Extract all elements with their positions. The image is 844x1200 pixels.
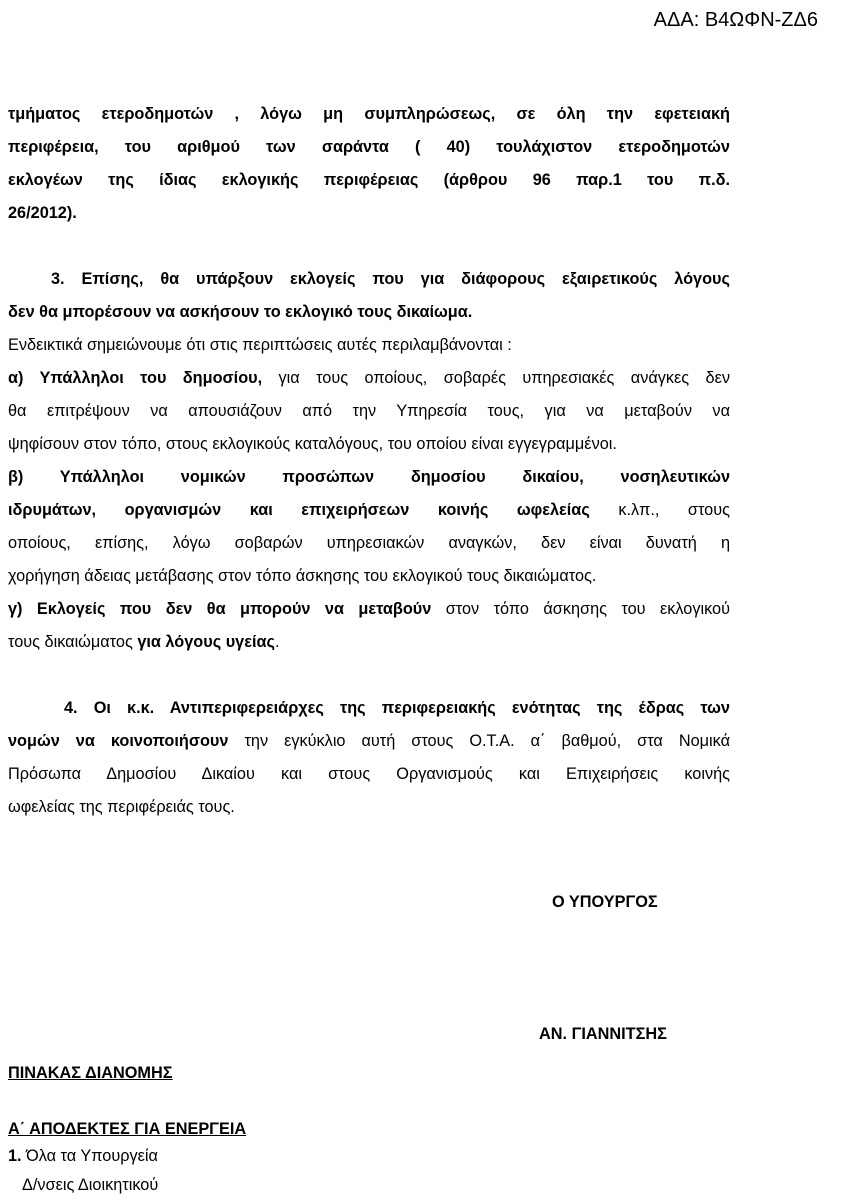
section-a-heading: Α΄ ΑΠΟΔΕΚΤΕΣ ΓΙΑ ΕΝΕΡΓΕΙΑ: [8, 1120, 247, 1138]
item-b-line3: οποίους, επίσης, λόγω σοβαρών υπηρεσιακών αναγκών, δεν είναι δυνατή η: [8, 534, 730, 552]
item-a-line1: α) Υπάλληλοι του δημοσίου, για τους οποίους, σοβαρές υπηρεσιακές ανάγκες δεν: [8, 369, 730, 387]
distribution-heading: ΠΙΝΑΚΑΣ ΔΙΑΝΟΜΗΣ: [8, 1064, 173, 1082]
spacer: [8, 1086, 246, 1116]
item-b-line1: β) Υπάλληλοι νομικών προσώπων δημοσίου δικαίου, νοσηλευτικών: [8, 468, 730, 486]
minister-name: ΑΝ. ΓΙΑΝΝΙΤΣΗΣ: [539, 1025, 667, 1043]
para4-line4: ωφελείας της περιφέρειάς τους.: [8, 798, 235, 816]
spacer: [8, 230, 730, 263]
para2-line1: τμήματος ετεροδημοτών , λόγω μη συμπληρώσεως, σε όλη την εφετειακή: [8, 105, 730, 123]
para3-line3: Ενδεικτικά σημειώνουμε ότι στις περιπτώσεις αυτές περιλαμβάνονται :: [8, 336, 512, 354]
item-c-line1: γ) Εκλογείς που δεν θα μπορούν να μεταβούν στον τόπο άσκησης του εκλογικού: [8, 600, 730, 618]
minister-title: Ο ΥΠΟΥΡΓΟΣ: [552, 893, 658, 911]
para3-line1: 3. Επίσης, θα υπάρξουν εκλογείς που για διάφορους εξαιρετικούς λόγους: [51, 270, 730, 288]
distribution-item-1: 1. Όλα τα Υπουργεία: [8, 1147, 158, 1165]
document-body: [8, 98, 730, 824]
para2-line3: εκλογέων της ίδιας εκλογικής περιφέρειας (άρθρου 96 παρ.1 του π.δ.: [8, 171, 730, 189]
para4-line2: νομών να κοινοποιήσουν την εγκύκλιο αυτή στους Ο.Τ.Α. α΄ βαθμού, στα Νομικά: [8, 732, 730, 750]
distribution-list: [8, 1060, 246, 1200]
para4-line1: 4. Οι κ.κ. Αντιπεριφερειάρχες της περιφερειακής ενότητας της έδρας των: [64, 699, 730, 717]
para2-line2: περιφέρεια, του αριθμού των σαράντα ( 40) τουλάχιστον ετεροδημοτών: [8, 138, 730, 156]
item-b-line4: χορήγηση άδειας μετάβασης στον τόπο άσκησης του εκλογικού τους δικαιώματος.: [8, 567, 597, 585]
item-b-line2: ιδρυμάτων, οργανισμών και επιχειρήσεων κοινής ωφελείας κ.λπ., στους: [8, 501, 730, 519]
para2-line4: 26/2012).: [8, 204, 77, 222]
item-c-line2: τους δικαιώματος για λόγους υγείας.: [8, 633, 280, 651]
ada-code: ΑΔΑ: Β4ΩΦΝ-ΖΔ6: [653, 9, 818, 31]
item-a-line3: ψηφίσουν στον τόπο, στους εκλογικούς καταλόγους, του οποίου είναι εγγεγραμμένοι.: [8, 435, 617, 453]
para3-line2: δεν θα μπορέσουν να ασκήσουν το εκλογικό τους δικαίωμα.: [8, 303, 473, 321]
para4-line3: Πρόσωπα Δημοσίου Δικαίου και στους Οργανισμούς και Επιχειρήσεις κοινής: [8, 765, 730, 783]
distribution-item-1-sub: Δ/νσεις Διοικητικού: [22, 1176, 159, 1194]
spacer: [8, 659, 730, 692]
item-a-line2: θα επιτρέψουν να απουσιάζουν από την Υπηρεσία τους, για να μεταβούν να: [8, 402, 730, 420]
